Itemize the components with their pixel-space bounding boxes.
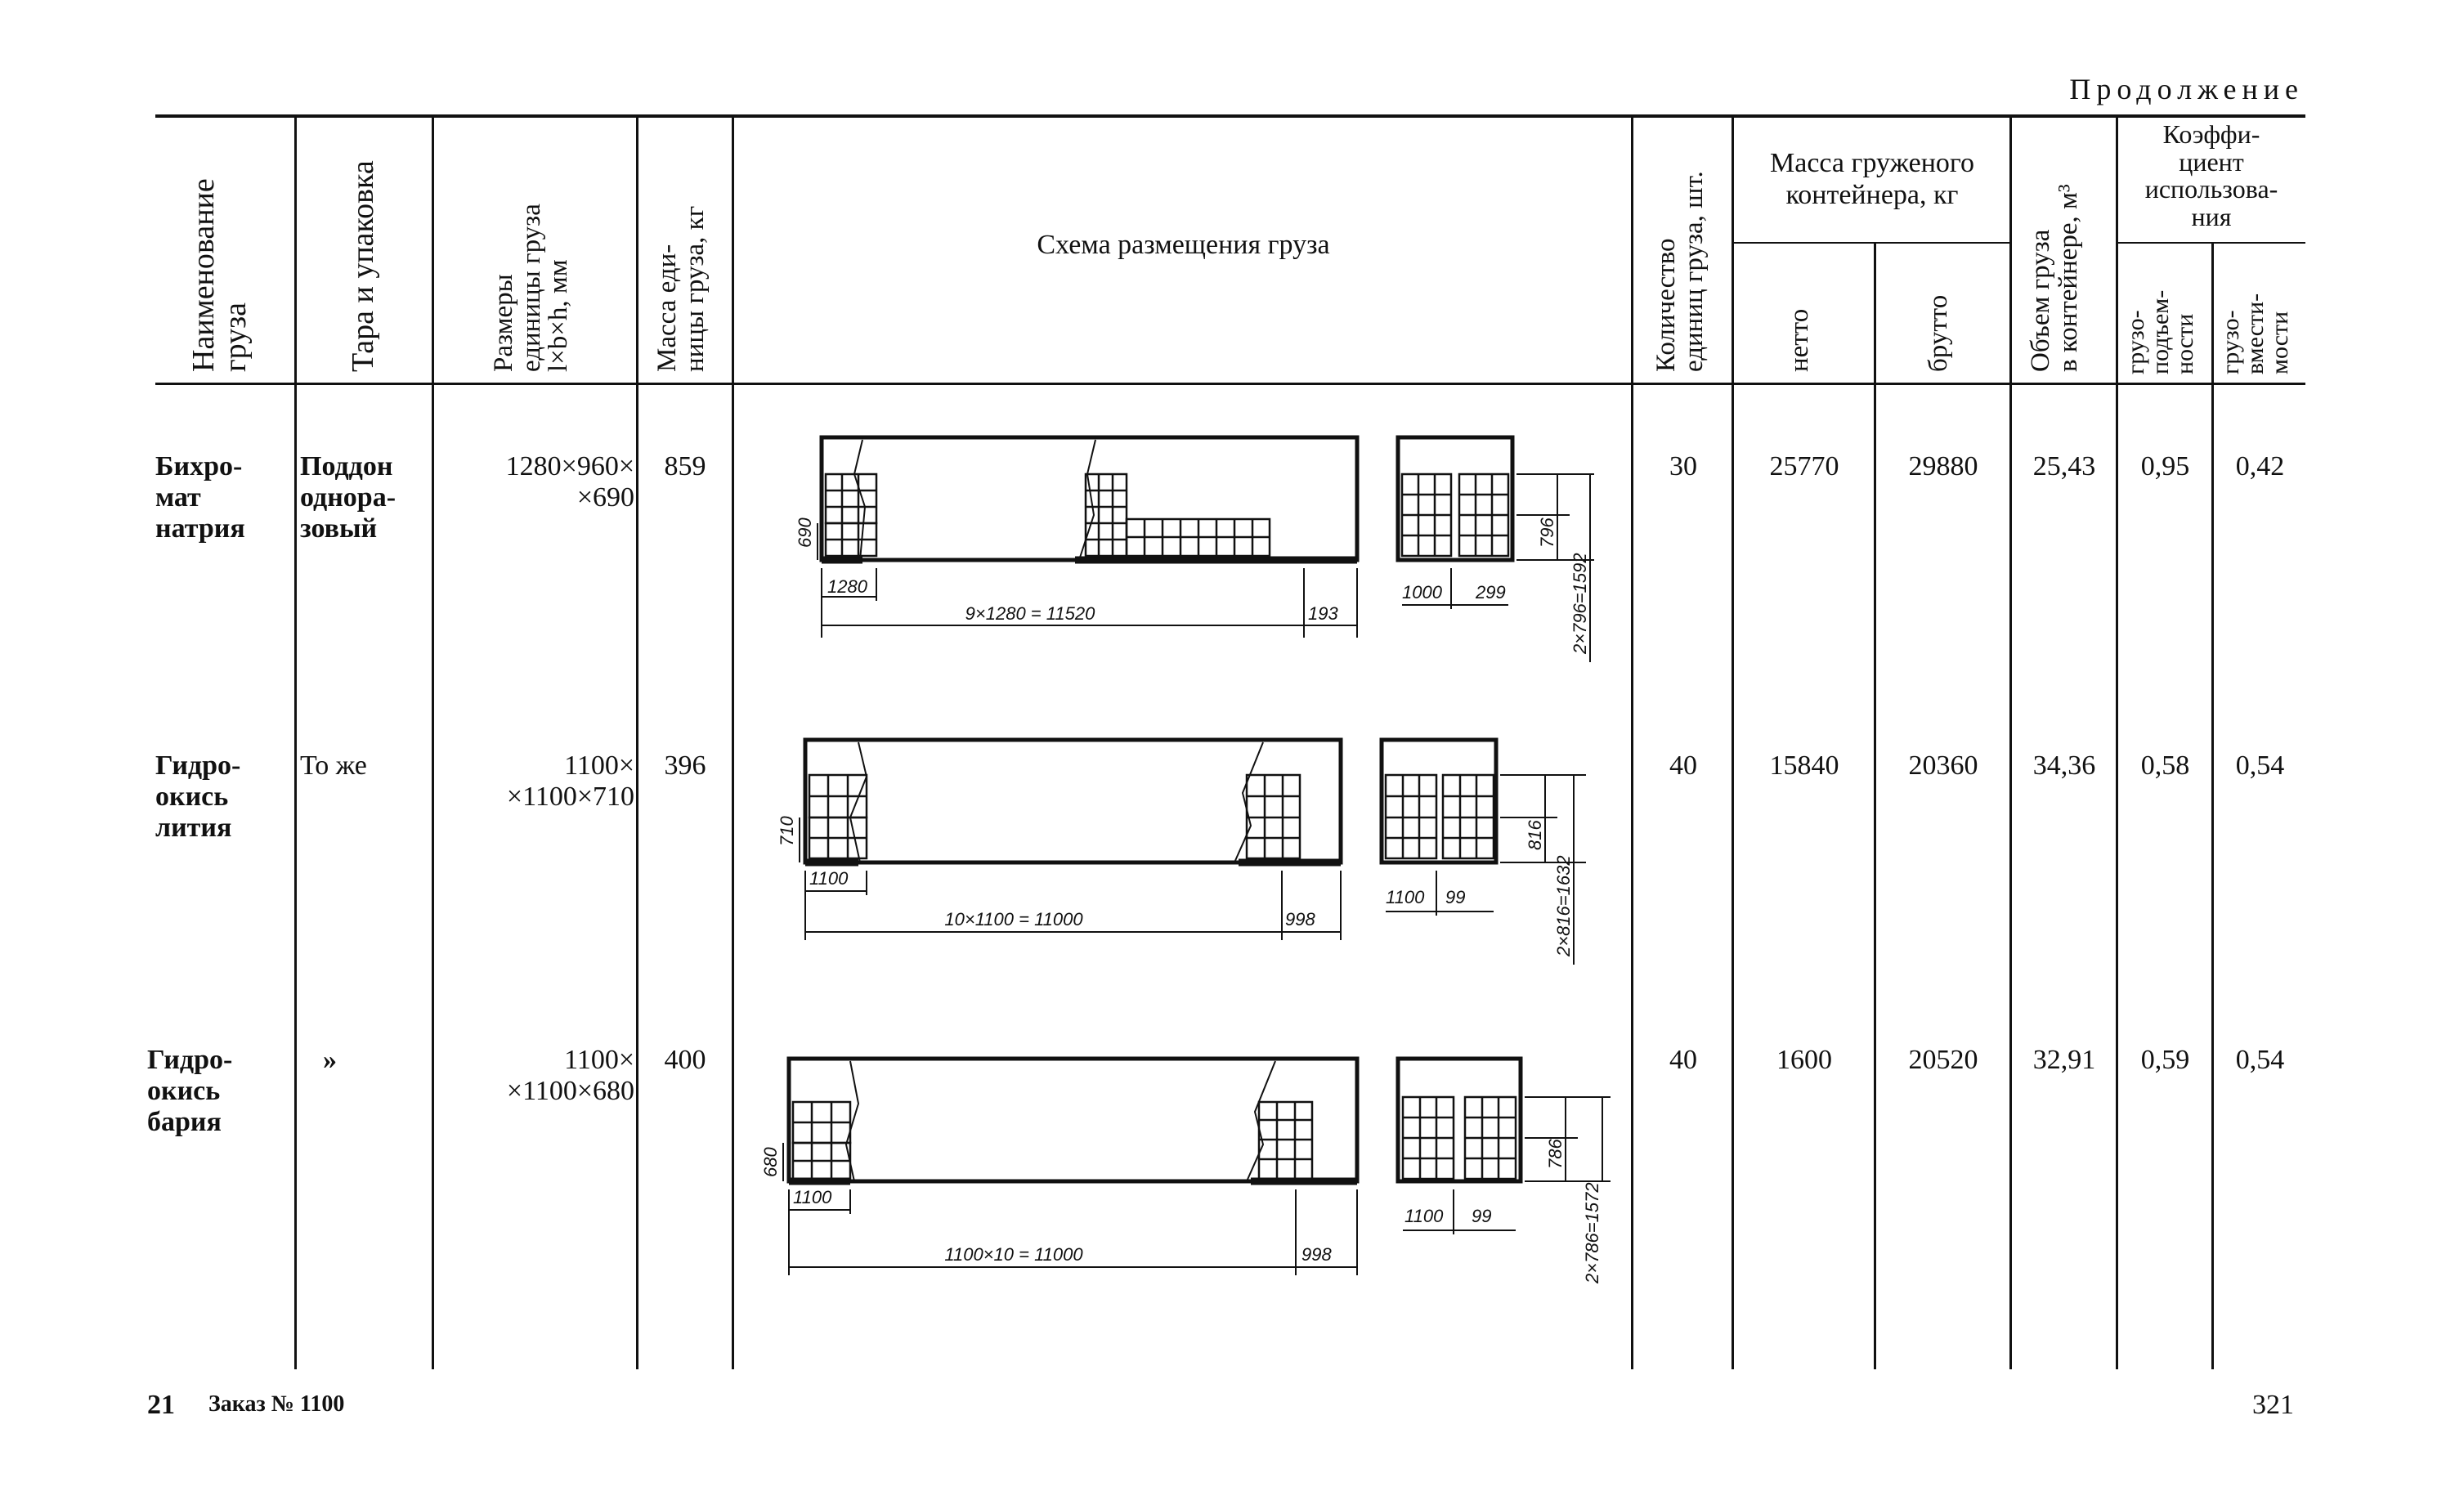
table-top-rule: [155, 114, 2305, 118]
row2-gross: 20360: [1908, 750, 1978, 781]
scheme-row2-end-gap: 99: [1445, 887, 1466, 907]
scheme-row1-height: 690: [795, 517, 815, 548]
scheme-row1-side: 796: [1537, 517, 1557, 548]
column-rule-10: [2211, 242, 2214, 1369]
scheme-row3-end-gap: 99: [1472, 1206, 1492, 1226]
scheme-row1-end-gap: 299: [1476, 582, 1506, 602]
column-rule-2: [432, 114, 434, 1369]
scheme-row3-end-unit: 1100: [1404, 1206, 1444, 1226]
scheme-row2: [768, 728, 1619, 973]
row1-count: 30: [1669, 451, 1697, 482]
row2-net: 15840: [1769, 750, 1839, 781]
header-net: нетто: [1785, 308, 1814, 372]
scheme-row3-height: 680: [760, 1147, 781, 1177]
column-rule-9: [2116, 114, 2118, 1369]
row3-volume: 32,91: [2032, 1045, 2096, 1075]
row3-tare: »: [323, 1045, 337, 1075]
row2-count: 40: [1669, 750, 1697, 781]
row3-coef-load: 0,59: [2140, 1045, 2190, 1075]
row3-name: Гидро- окись бария: [147, 1045, 233, 1138]
row2-name: Гидро- окись лития: [155, 750, 241, 844]
container-end-outline: [1398, 1059, 1521, 1181]
column-rule-7: [1874, 242, 1876, 1369]
row2-coef-cap: 0,54: [2235, 750, 2285, 781]
header-volume: Объем груза в контейнере, м³: [2026, 184, 2083, 372]
scheme-row2-unit: 1100: [809, 868, 849, 889]
scheme-row2-run: 10×1100 = 11000: [944, 909, 1083, 929]
page-number: 321: [2252, 1390, 2294, 1420]
row3-count: 40: [1669, 1045, 1697, 1075]
container-side-outline: [805, 740, 1341, 862]
row1-net: 25770: [1769, 451, 1839, 482]
row2-tare: То же: [300, 750, 367, 781]
scheme-row1-end-unit: 1000: [1402, 582, 1442, 602]
row3-coef-cap: 0,54: [2235, 1045, 2285, 1075]
row1-mass: 859: [664, 451, 706, 482]
header-count: Количество единиц груза, шт.: [1651, 171, 1709, 372]
row1-tare: Поддон однора- зовый: [300, 451, 396, 544]
row3-dims: 1100× ×1100×680: [506, 1045, 634, 1107]
scheme-row2-side: 816: [1525, 820, 1545, 850]
header-dims: Размеры единицы груза l×b×h, мм: [489, 204, 574, 372]
container-end-outline: [1398, 437, 1512, 560]
column-rule-8: [2009, 114, 2012, 1369]
header-mass: Масса еди- ницы груза, кг: [652, 205, 710, 372]
scheme-row1-run: 9×1280 = 11520: [965, 603, 1095, 624]
container-side-outline: [822, 437, 1357, 560]
header-scheme: Схема размещения груза: [1037, 230, 1330, 260]
scheme-row3-gap: 998: [1301, 1244, 1332, 1265]
header-mass-group: Масса груженого контейнера, кг: [1770, 148, 1974, 211]
scheme-row1-gap: 193: [1308, 603, 1338, 624]
row1-name: Бихро- мат натрия: [155, 451, 245, 544]
row3-net: 1600: [1776, 1045, 1832, 1075]
scheme-row3-unit: 1100: [793, 1187, 832, 1207]
column-rule-3: [636, 114, 638, 1369]
column-rule-4: [732, 114, 734, 1369]
row3-mass: 400: [664, 1045, 706, 1075]
row1-dims: 1280×960× ×690: [505, 451, 634, 513]
continuation-label: Продолжение: [2069, 73, 2304, 105]
row1-coef-cap: 0,42: [2235, 451, 2285, 482]
scheme-row1-unit: 1280: [827, 576, 867, 597]
scheme-row3-total: 2×786=1572: [1582, 1182, 1602, 1283]
column-rule-6: [1732, 114, 1734, 1369]
mass-group-rule: [1733, 242, 2011, 244]
row1-gross: 29880: [1908, 451, 1978, 482]
row1-coef-load: 0,95: [2140, 451, 2190, 482]
scheme-row1: [785, 425, 1619, 670]
column-rule-5: [1631, 114, 1633, 1369]
container-end-outline: [1382, 740, 1496, 862]
row2-mass: 396: [664, 750, 706, 781]
header-name: Наименование груза: [186, 178, 253, 372]
header-coef-cap: грузо- вмести- мости: [2217, 293, 2293, 374]
footer-order: Заказ № 1100: [208, 1391, 345, 1417]
header-gross: брутто: [1924, 294, 1953, 372]
header-tare: Тара и упаковка: [346, 160, 380, 372]
column-rule-1: [294, 114, 297, 1369]
scheme-row2-height: 710: [777, 816, 797, 846]
scheme-row2-total: 2×816=1632: [1553, 855, 1574, 956]
header-bottom-rule: [155, 383, 2305, 385]
scheme-row3-run: 1100×10 = 11000: [944, 1244, 1083, 1265]
scheme-row3: [752, 1038, 1619, 1300]
header-coef-group: Коэффи- циент использова- ния: [2144, 119, 2278, 231]
row2-volume: 34,36: [2032, 750, 2096, 781]
scheme-row2-gap: 998: [1285, 909, 1315, 929]
footer-left-number: 21: [147, 1390, 175, 1420]
row2-dims: 1100× ×1100×710: [506, 750, 634, 813]
row3-gross: 20520: [1908, 1045, 1978, 1075]
scheme-row2-end-unit: 1100: [1386, 887, 1425, 907]
row1-volume: 25,43: [2032, 451, 2096, 482]
scheme-row1-total: 2×796=1592: [1570, 553, 1590, 654]
scheme-row3-side: 786: [1545, 1139, 1566, 1169]
row2-coef-load: 0,58: [2140, 750, 2190, 781]
header-coef-load: грузо- подъем- ности: [2122, 289, 2198, 374]
